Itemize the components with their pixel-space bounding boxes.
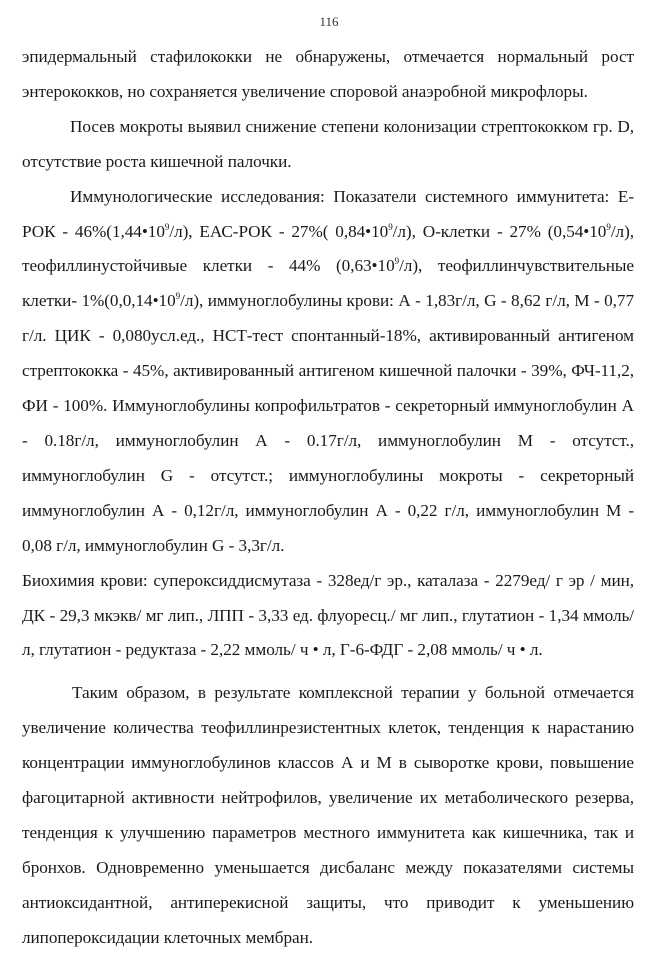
document-body <box>22 40 634 956</box>
immunology-text-5: /л), теофиллинчувствительные клетки- 1%(0,0,14•10 <box>22 256 634 311</box>
paragraph-sputum-culture: Посев мокроты выявил снижение степени колонизации стрептококком гр. D, отсутствие роста кишечной палочки. <box>22 116 634 171</box>
immunology-text-4: /л), теофиллинустойчивые клетки - 44% (0,63•10 <box>22 221 634 276</box>
exponent: 9 <box>164 221 170 232</box>
paragraph-blood-biochemistry: Биохимия крови: супероксиддисмутаза - 328ед/г эр., каталаза - 2279ед/ г эр / мин, ДК - 29,3 мкэкв/ мг лип., ЛПП - 3,33 ед. флуоресц./ мг лип., глутатион - 1,34 ммоль/л, глутатион - редуктаза - 2,22 ммоль/ ч • л, Г-6-ФДГ - 2,08 ммоль/ ч • л. <box>22 570 634 660</box>
immunology-text-3: /л), О-клетки - 27% (0,54•10 <box>392 221 607 241</box>
exponent: 9 <box>388 221 393 232</box>
page-number: 116 <box>319 14 339 29</box>
immunology-text-2: /л), ЕАС-РОК - 27%( 0,84•10 <box>169 221 389 241</box>
immunology-text-6: /л), иммуноглобулины крови: А - 1,83г/л, G - 8,62 г/л, М - 0,77 г/л. ЦИК - 0,080усл.ед., НСТ-тест спонтанный-18%, активированный антигеном стрептококка - 45%, активированный антигеном кишечной палочки - 39%, ФЧ-11,2, ФИ - 100%. Иммуноглобулины копрофильтратов - секреторный иммуноглобулин А - 0.18г/л, иммуноглобулин А - 0.17г/л, иммуноглобулин М - отсутст., иммуноглобулин G - отсутст.; иммуноглобулины мокроты - секреторный иммуноглобулин А - 0,12г/л, иммуноглобулин А - 0,22 г/л, иммуноглобулин М - 0,08 г/л, иммуноглобулин G - 3,3г/л. <box>22 291 634 555</box>
exponent: 9 <box>606 221 611 232</box>
paragraph-conclusion: Таким образом, в результате комплексной терапии у больной отмечается увеличение количества теофиллинрезистентных клеток, тенденция к нарастанию концентрации иммуноглобулинов классов А и М в сыворотке крови, повышение фагоцитарной активности нейтрофилов, увеличение их метаболического резерва, тенденция к улучшению параметров местного иммунитета как кишечника, так и бронхов. Одновременно уменьшается дисбаланс между показателями системы антиоксидантной, антиперекисной защиты, что приводит к уменьшению липопероксидации клеточных мембран. <box>22 683 634 947</box>
paragraph-microflora: эпидермальный стафилококки не обнаружены, отмечается нормальный рост энтерококков, но сохраняется увеличение споровой анаэробной микрофлоры. <box>22 47 634 101</box>
exponent: 9 <box>394 256 400 267</box>
immunology-text-1: Иммунологические исследования: Показатели системного иммунитета: Е-РОК - 46%(1,44•10 <box>22 186 634 241</box>
exponent: 9 <box>175 291 181 302</box>
paragraph-immunology <box>22 180 634 564</box>
